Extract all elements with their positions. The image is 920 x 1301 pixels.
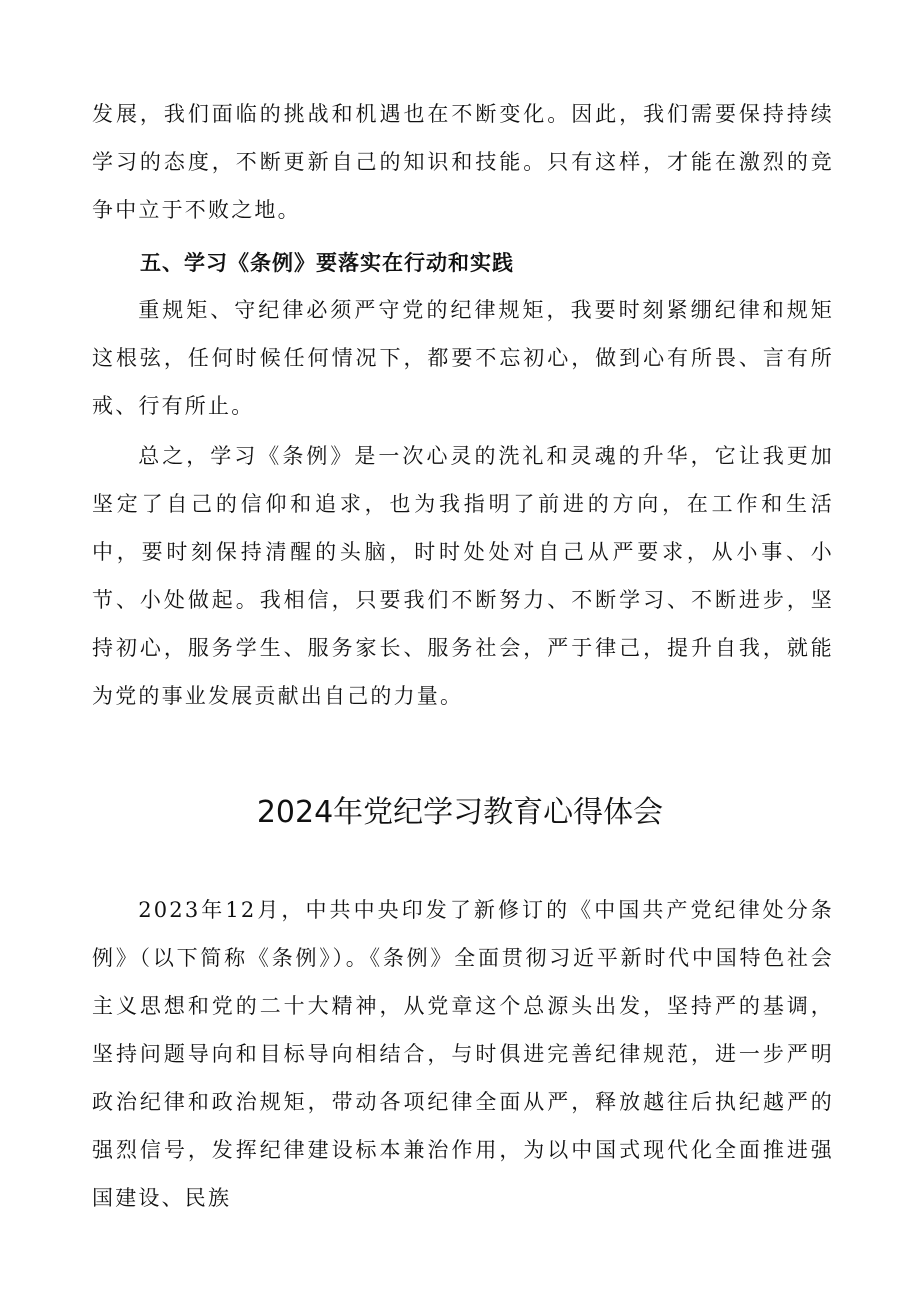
paragraph-conclusion: 总之，学习《条例》是一次心灵的洗礼和灵魂的升华，它让我更加坚定了自己的信仰和追求，也为我指明了前进的方向，在工作和生活中，要时刻保持清醒的头脑，时时处处对自己从严要求，从小事、小节、小处做起。我相信，只要我们不断努力、不断学习、不断进步，坚持初心，服务学生、服务家长、服务社会，严于律己，提升自我，就能为党的事业发展贡献出自己的力量。 [92,444,834,708]
paragraph-continued: 发展，我们面临的挑战和机遇也在不断变化。因此，我们需要保持持续学习的态度，不断更新自己的知识和技能。只有这样，才能在激烈的竞争中立于不败之地。 [92,102,834,222]
paragraph-article-intro: 2023年12月，中共中央印发了新修订的《中国共产党纪律处分条例》（以下简称《条例》）。《条例》全面贯彻习近平新时代中国特色社会主义思想和党的二十大精神，从党章这个总源头出发，坚持严的基调，坚持问题导向和目标导向相结合，与时俱进完善纪律规范，进一步严明政治纪律和政治规矩，带动各项纪律全面从严，释放越往后执纪越严的强烈信号，发挥纪律建设标本兼治作用，为以中国式现代化全面推进强国建设、民族 [92,898,834,1210]
paragraph-discipline: 重规矩、守纪律必须严守党的纪律规矩，我要时刻紧绷纪律和规矩这根弦，任何时候任何情况下，都要不忘初心，做到心有所畏、言有所戒、行有所止。 [92,298,834,418]
section-heading-five: 五、学习《条例》要落实在行动和实践 [140,251,514,275]
article-title: 2024年党纪学习教育心得体会 [256,795,664,830]
